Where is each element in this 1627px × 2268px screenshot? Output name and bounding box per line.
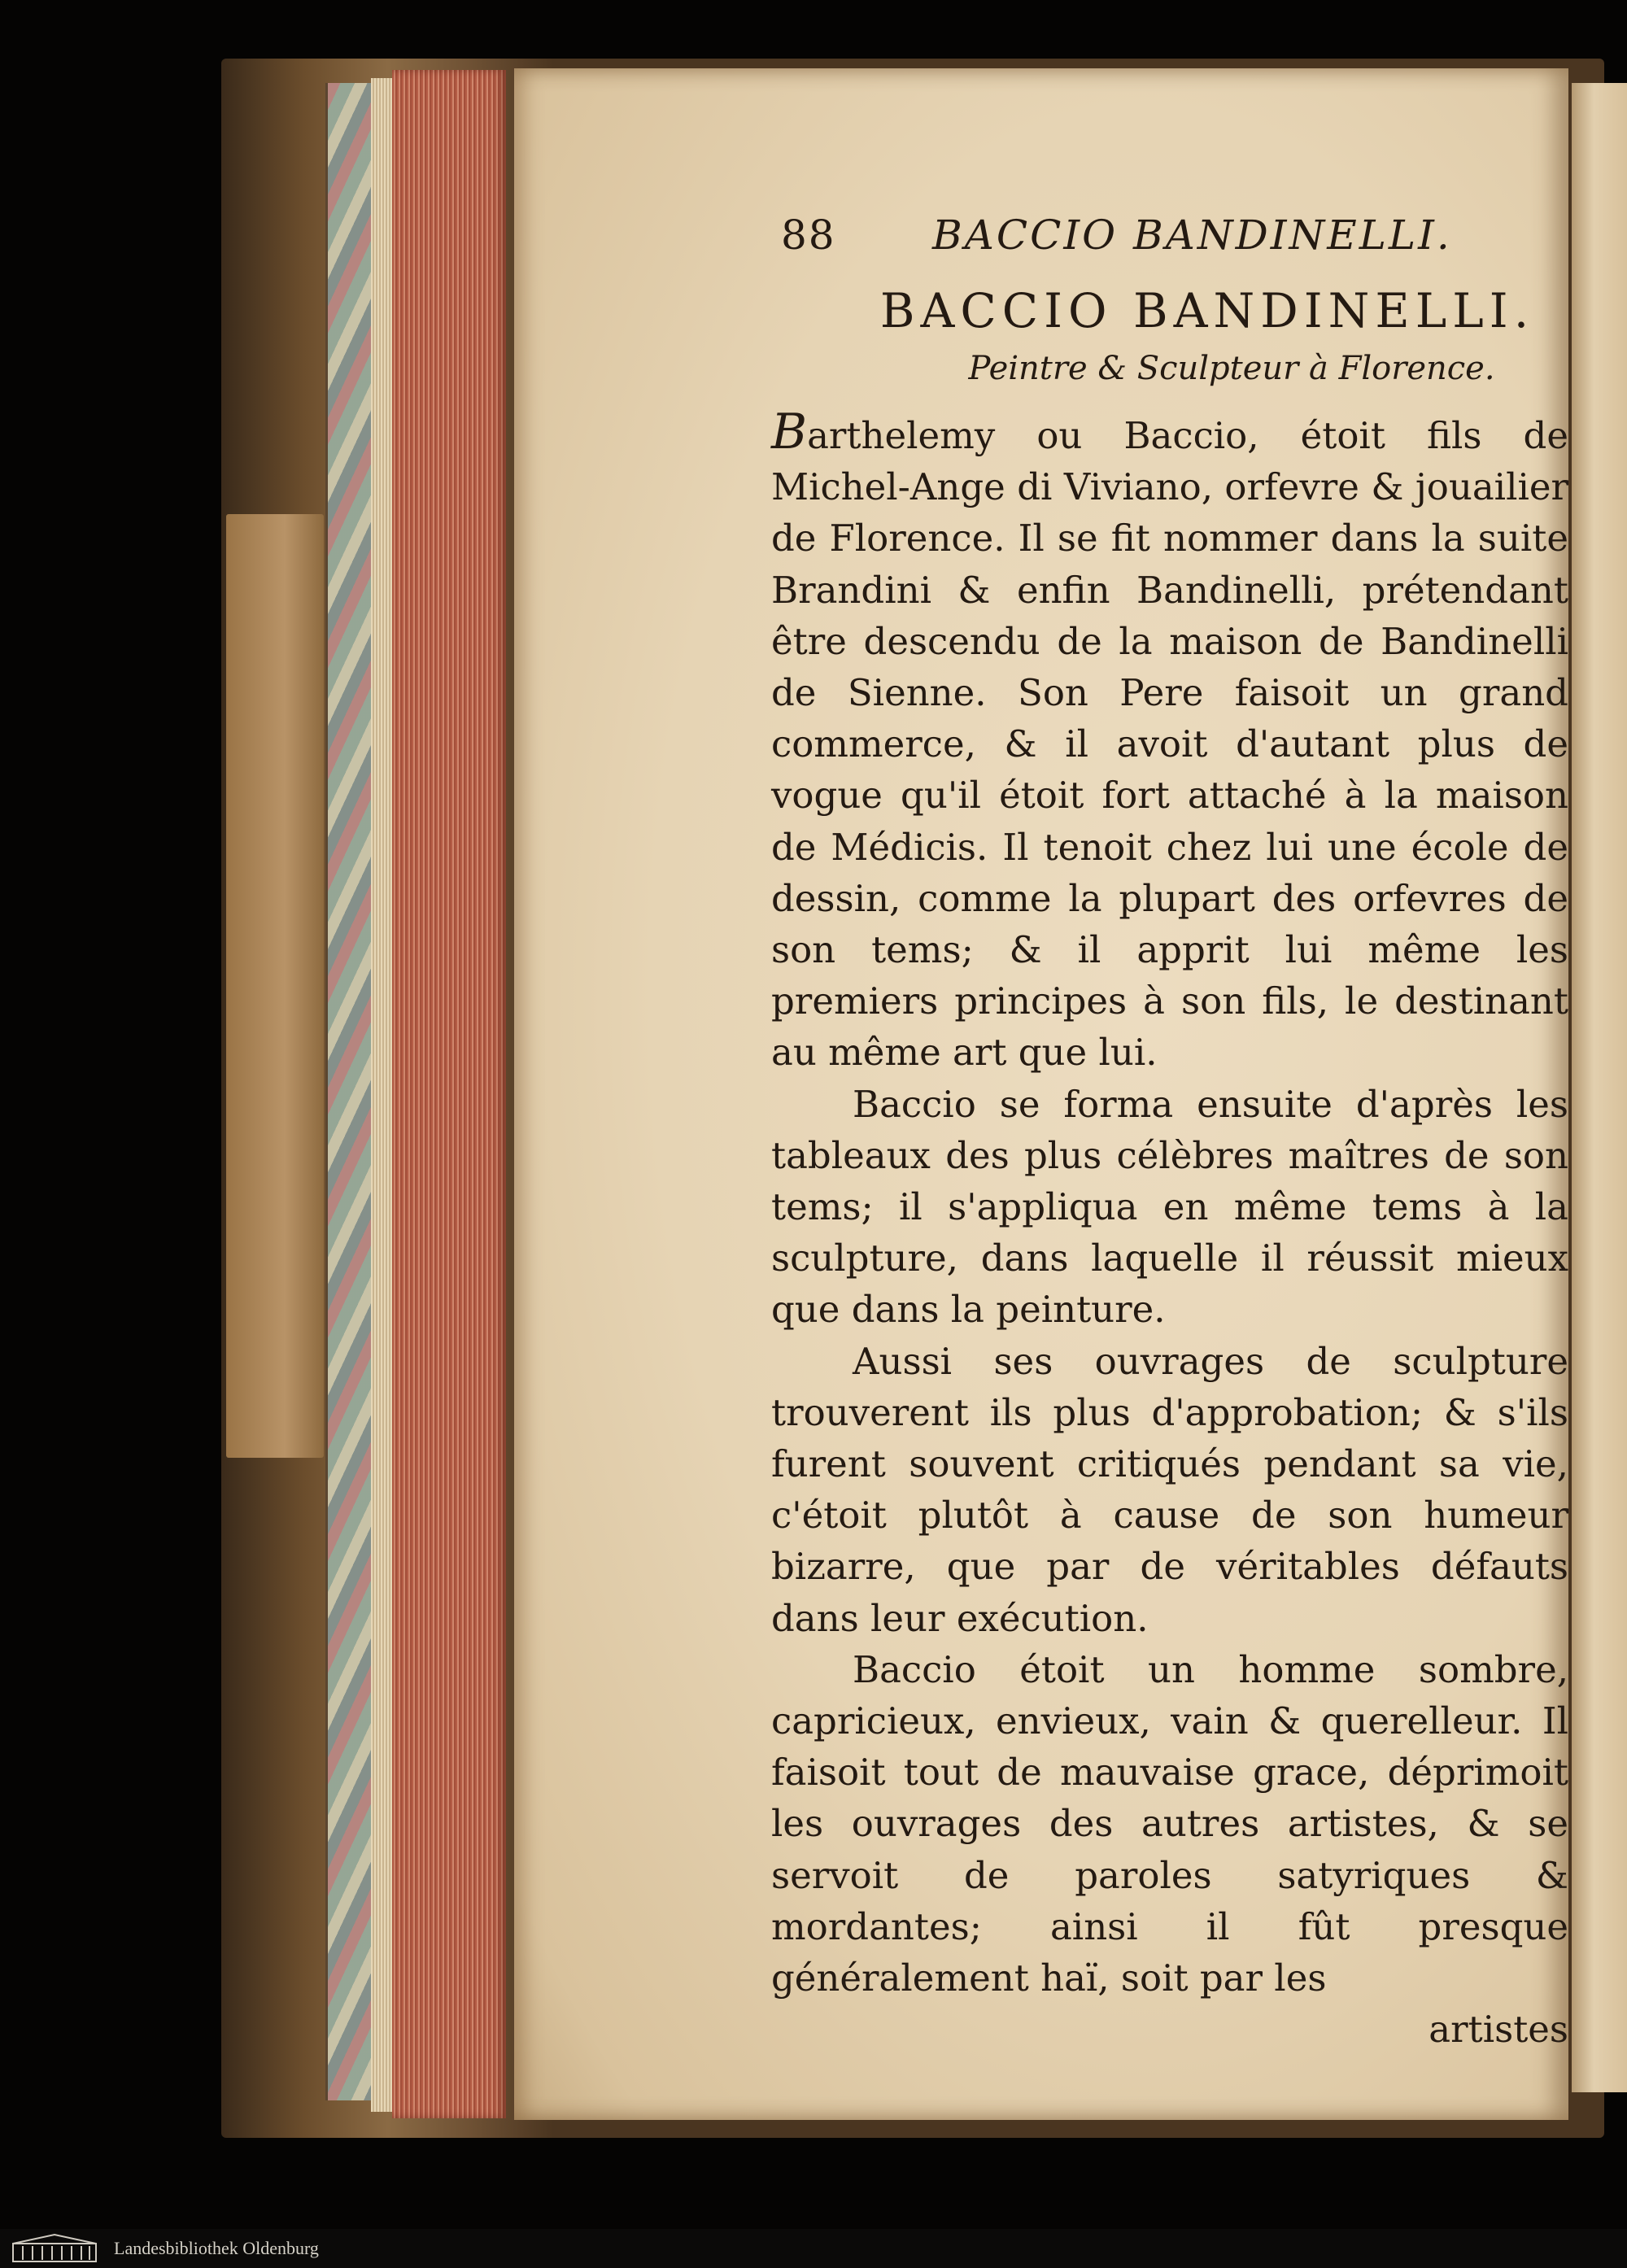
catchword: artistes	[1429, 2008, 1568, 2052]
running-head	[462, 181, 1562, 259]
page-text-block	[462, 181, 1568, 2052]
paragraph-1	[771, 403, 1568, 1079]
running-title: BACCIO BANDINELLI.	[932, 212, 1452, 259]
drop-cap: B	[771, 403, 808, 460]
paragraph-3: Aussi ses ouvrages de sculpture trouverent ils plus d'approbation; & s'ils furent souvent critiqués pendant sa vie, c'étoit plutôt à cause de son humeur bizarre, que par de véritables défauts dans leur exécution.	[771, 1339, 1568, 1640]
library-building-icon	[10, 2232, 99, 2265]
page-number: 88	[781, 212, 836, 259]
leather-spine-patch	[226, 514, 324, 1458]
body-text	[771, 403, 1568, 2056]
chapter-subtitle: Peintre & Sculpteur à Florence.	[968, 350, 1495, 387]
footer-bar	[0, 2229, 1627, 2268]
marbled-endpaper	[325, 83, 373, 2100]
paragraph-1-text: arthelemy ou Baccio, étoit fils de Michel-Ange di Viviano, orfevre & jouailier de Florence. Il se fit nommer dans la suite Brandini & enfin Bandinelli, prétendant être descendu de la maison de Bandinelli de Sienne. Son Pere faisoit un grand commerce, & il avoit d'autant plus de vogue qu'il étoit fort attaché à la maison de Médicis. Il tenoit chez lui une école de dessin, comme la plupart des orfevres de son tems; & il apprit lui même les premiers principes à son fils, le destinant au même art que lui.	[771, 414, 1568, 1075]
chapter-title: BACCIO BANDINELLI.	[879, 283, 1535, 338]
facing-page-edge	[1572, 83, 1627, 2092]
paragraph-2: Baccio se forma ensuite d'après les tableaux des plus célèbres maîtres de son tems; il s'appliqua en même tems à la sculpture, dans laquelle il réussit mieux que dans la peinture.	[771, 1082, 1568, 1332]
library-name: Landesbibliothek Oldenburg	[114, 2238, 319, 2258]
page-stack	[371, 78, 392, 2112]
paragraph-4: Baccio étoit un homme sombre, capricieux, envieux, vain & querelleur. Il faisoit tout de mauvaise grace, déprimoit les ouvrages des autres artistes, & se servoit de paroles satyriques & mordantes; ainsi il fût presque généralement haï, soit par les	[771, 1647, 1568, 2000]
